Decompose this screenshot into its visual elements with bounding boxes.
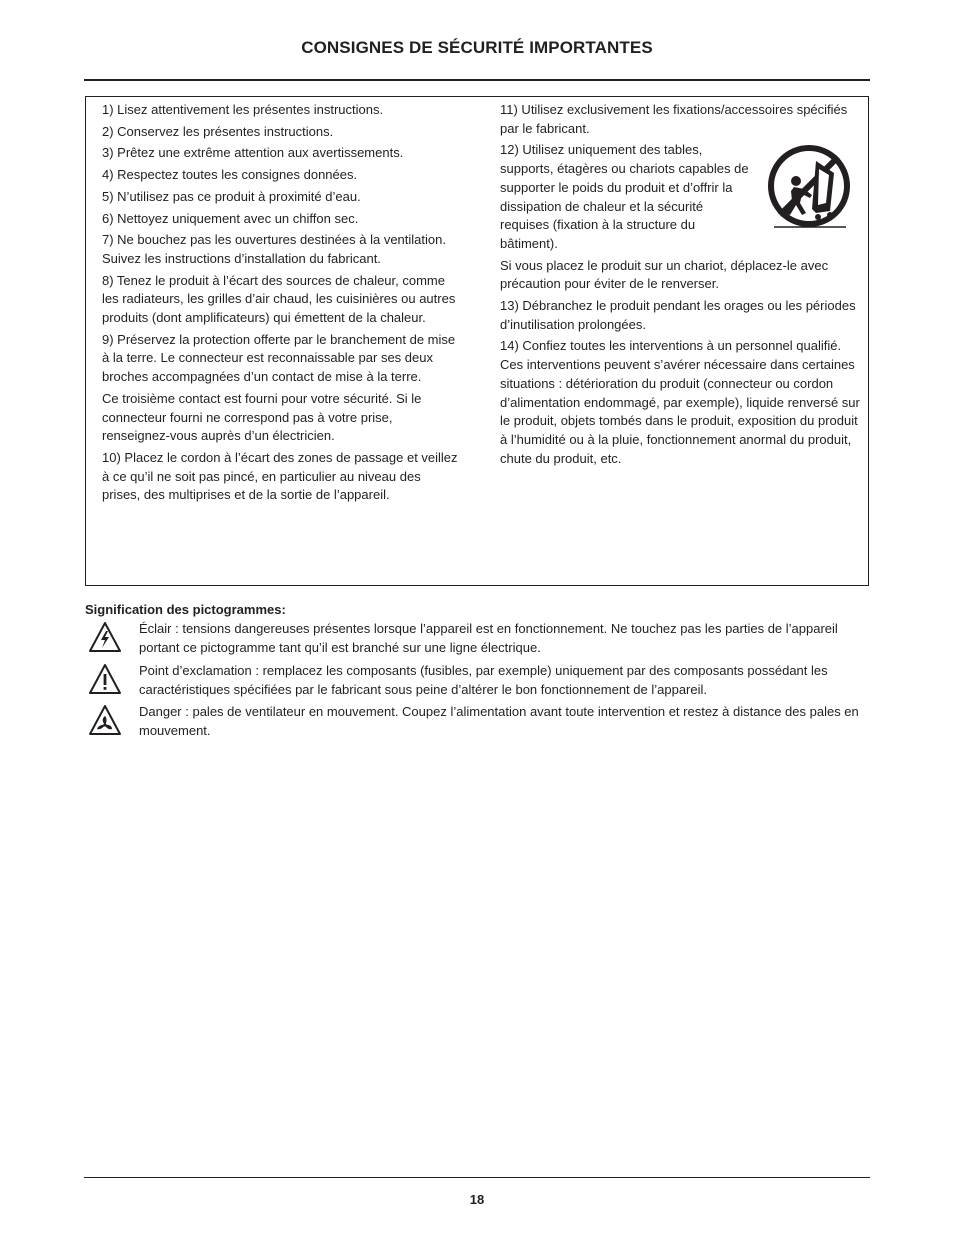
instruction-12-block (500, 141, 862, 253)
instruction-item: 6) Nettoyez uniquement avec un chiffon sec. (102, 210, 359, 226)
lightning-warning-icon (88, 621, 122, 653)
instruction-item: 13) Débranchez le produit pendant les orages ou les périodes d’inutilisation prolongées. (500, 298, 856, 332)
instruction-item: 1) Lisez attentivement les présentes instructions. (102, 102, 384, 117)
cart-tip-over-warning-icon (764, 143, 854, 231)
pictograms-heading: Signification des pictogrammes: (85, 602, 286, 617)
instruction-item: 7) Ne bouchez pas les ouvertures destinées à la ventilation. Suivez les instructions d’installation du fabricant. (102, 232, 446, 266)
pictogram-description: Point d’exclamation : remplacez les composants (fusibles, par exemple) uniquement par des composants possédant les caractéristiques spécifiées par le fabricant sous peine d’altérer le bon fonctionnement de l’appareil. (139, 663, 828, 697)
pictogram-row-exclamation (85, 661, 875, 701)
instruction-item: 4) Respectez toutes les consignes données. (102, 167, 358, 183)
instruction-item: 5) N’utilisez pas ce produit à proximité d’eau. (102, 188, 361, 204)
instruction-item: 3) Prêtez une extrême attention aux avertissements. (102, 145, 404, 161)
instruction-item: Ce troisième contact est fourni pour votre sécurité. Si le connecteur fourni ne correspond pas à votre prise, renseignez-vous auprès d’un électricien. (102, 390, 422, 444)
instructions-left-column (102, 101, 458, 508)
pictogram-description: Éclair : tensions dangereuses présentes lorsque l’appareil est en fonctionnement. Ne touchez pas les parties de l’appareil portant ce pictogramme tant qu’il est branché sur une ligne électrique. (139, 621, 838, 655)
instruction-item: Si vous placez le produit sur un chariot, déplacez-le avec précaution pour éviter de le renverser. (500, 257, 829, 292)
instructions-right-column (500, 101, 862, 471)
page-title: CONSIGNES DE SÉCURITÉ IMPORTANTES (301, 38, 653, 57)
instruction-item: 11) Utilisez exclusivement les fixations/accessoires spécifiés par le fabricant. (500, 102, 848, 136)
pictogram-description: Danger : pales de ventilateur en mouvement. Coupez l’alimentation avant toute intervention et restez à distance des pales en mouvement. (139, 704, 859, 738)
pictogram-row-lightning (85, 619, 875, 659)
exclamation-warning-icon (88, 663, 122, 695)
fan-blade-warning-icon (88, 704, 122, 736)
title-divider (84, 79, 870, 81)
instruction-item: 14) Confiez toutes les interventions à un personnel qualifié. Ces interventions peuvent s’avérer nécessaire dans certaines situations : détérioration du produit (connecteur ou cordon d’alimentation endommagé, par exemple), liquide renversé sur le produit, objets tombés dans le produit, exposition du produit à l’humidité ou à la pluie, fonctionnement anormal du produit, chute du produit, etc. (500, 338, 860, 466)
instruction-item: 12) Utilisez uniquement des tables, supports, étagères ou chariots capables de supporter le poids du produit et d’offrir la dissipation de chaleur et la sécurité requises (fixation à la structure du bâtiment). (500, 142, 749, 251)
instruction-item: 2) Conservez les présentes instructions. (102, 123, 334, 139)
pictogram-row-fan (85, 702, 875, 742)
instruction-item: 9) Préservez la protection offerte par le branchement de mise à la terre. Le connecteur est reconnaissable par ses deux broches accompagnées d’un contact de mise à la terre. (102, 331, 456, 385)
instruction-item: 10) Placez le cordon à l’écart des zones de passage et veillez à ce qu’il ne soit pas pincé, en particulier au niveau des prises, des multiprises et de la sortie de l’appareil. (102, 449, 458, 503)
instruction-item: 8) Tenez le produit à l’écart des sources de chaleur, comme les radiateurs, les grilles d’air chaud, les cuisinières ou autres produits (dont amplificateurs) qui émettent de la chaleur. (102, 272, 456, 326)
safety-instructions-box (85, 96, 869, 586)
page-number: 18 (469, 1192, 485, 1207)
footer-divider (84, 1177, 870, 1178)
